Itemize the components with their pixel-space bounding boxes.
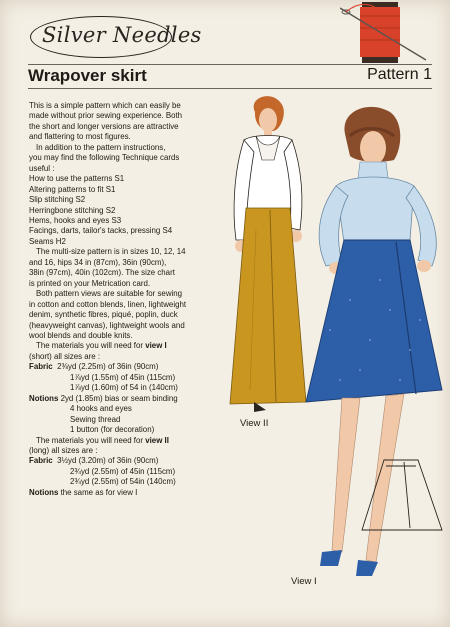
text-line: This is a simple pattern which can easily be: [29, 101, 181, 110]
text-line: 38in (97cm), 40in (102cm). The size chart: [29, 268, 175, 278]
technique-card: Facings, darts, tailor's tacks, pressing S4: [29, 226, 173, 236]
thread-spool-needle-icon: [340, 2, 430, 66]
text-line: you may find the following Technique cards: [29, 153, 180, 163]
text-line: In addition to the pattern instructions,: [36, 142, 166, 152]
view-ii-figure: [230, 96, 306, 412]
fashion-illustration: [210, 90, 450, 600]
view-ii-fabric-line-1: [29, 456, 239, 466]
technique-card: Herringbone stitching S2: [29, 205, 116, 215]
view-ii-caption: View II: [240, 418, 269, 429]
text-line: and 16, hips 34 in (87cm), 36in (90cm),: [29, 257, 167, 267]
text-line: (short) all sizes are :: [29, 351, 101, 361]
technique-card: Altering patterns to fit S1: [29, 184, 116, 194]
brand-name: Silver Needles: [42, 23, 202, 47]
notion-item: Sewing thread: [70, 414, 121, 424]
fabric-amount: 2¾yd (2.55m) of 54in (140cm): [70, 477, 176, 487]
header-rule-top: [28, 64, 432, 65]
text-line: The multi-size pattern is in sizes 10, 12, 14: [36, 247, 186, 257]
fabric-label: Fabric: [29, 362, 53, 372]
fabric-label: Fabric: [29, 456, 53, 466]
view-i-notions-line-1: [29, 394, 239, 404]
text-line: in cotton and cotton blends, linen, lightweight: [29, 299, 187, 309]
view-ii-label: view II: [145, 435, 169, 445]
pattern-number: Pattern 1: [367, 66, 432, 83]
text-line: (long) all sizes are :: [29, 445, 98, 455]
view-i-fabric-line-1: [29, 362, 239, 372]
text-span: The materials you will need for: [36, 435, 144, 445]
notion-item: 2yd (1.85m) bias or seam binding: [60, 393, 178, 403]
text-line: Both pattern views are suitable for sewing: [36, 289, 183, 299]
text-line: and flattering to most figures.: [29, 132, 131, 142]
fabric-amount: 3½yd (3.20m) of 36in (90cm): [57, 456, 159, 466]
text-span: The materials you will need for: [36, 341, 144, 351]
technique-card: Slip stitching S2: [29, 195, 86, 205]
text-line: the short and longer versions are attractive: [29, 121, 179, 131]
text-line: (heavyweight canvas), lightweight wools and: [29, 320, 185, 330]
text-line: useful :: [29, 163, 55, 173]
header-rule-bottom: [28, 88, 432, 89]
text-line: denim, synthetic fibres, piqué, poplin, duck: [29, 310, 178, 320]
view-i-figure: [306, 107, 442, 576]
fabric-amount: 2⅜yd (2.25m) of 36in (90cm): [57, 362, 159, 372]
text-line: wool blends and double knits.: [29, 330, 133, 340]
fabric-amount: 1⅞yd (1.60m) of 54 in (140cm): [70, 383, 178, 393]
fabric-amount: 2¾yd (2.55m) of 45in (115cm): [70, 466, 176, 476]
page-title: Wrapover skirt: [28, 66, 147, 85]
brand-logo: [30, 12, 202, 60]
pattern-description: [29, 101, 239, 498]
notions-label: Notions: [29, 487, 59, 497]
text-line: is printed on your Metrication card.: [29, 278, 151, 288]
text-line: made without prior sewing experience. Both: [29, 111, 183, 121]
notion-item: the same as for view I: [60, 487, 138, 497]
notion-item: 1 button (for decoration): [70, 425, 155, 435]
fabric-amount: 1⅞yd (1.55m) of 45in (115cm): [70, 372, 176, 382]
view-i-label: view I: [145, 341, 167, 351]
materials-view-ii-line: [29, 436, 239, 446]
materials-view-i-line: [29, 341, 239, 351]
notion-item: 4 hooks and eyes: [70, 404, 132, 414]
notions-same-line: [29, 488, 239, 498]
technique-card: Seams H2: [29, 236, 66, 246]
notions-label: Notions: [29, 393, 59, 403]
technique-card: Hems, hooks and eyes S3: [29, 215, 122, 225]
technique-card: How to use the patterns S1: [29, 174, 125, 184]
view-i-caption: View I: [291, 576, 317, 587]
